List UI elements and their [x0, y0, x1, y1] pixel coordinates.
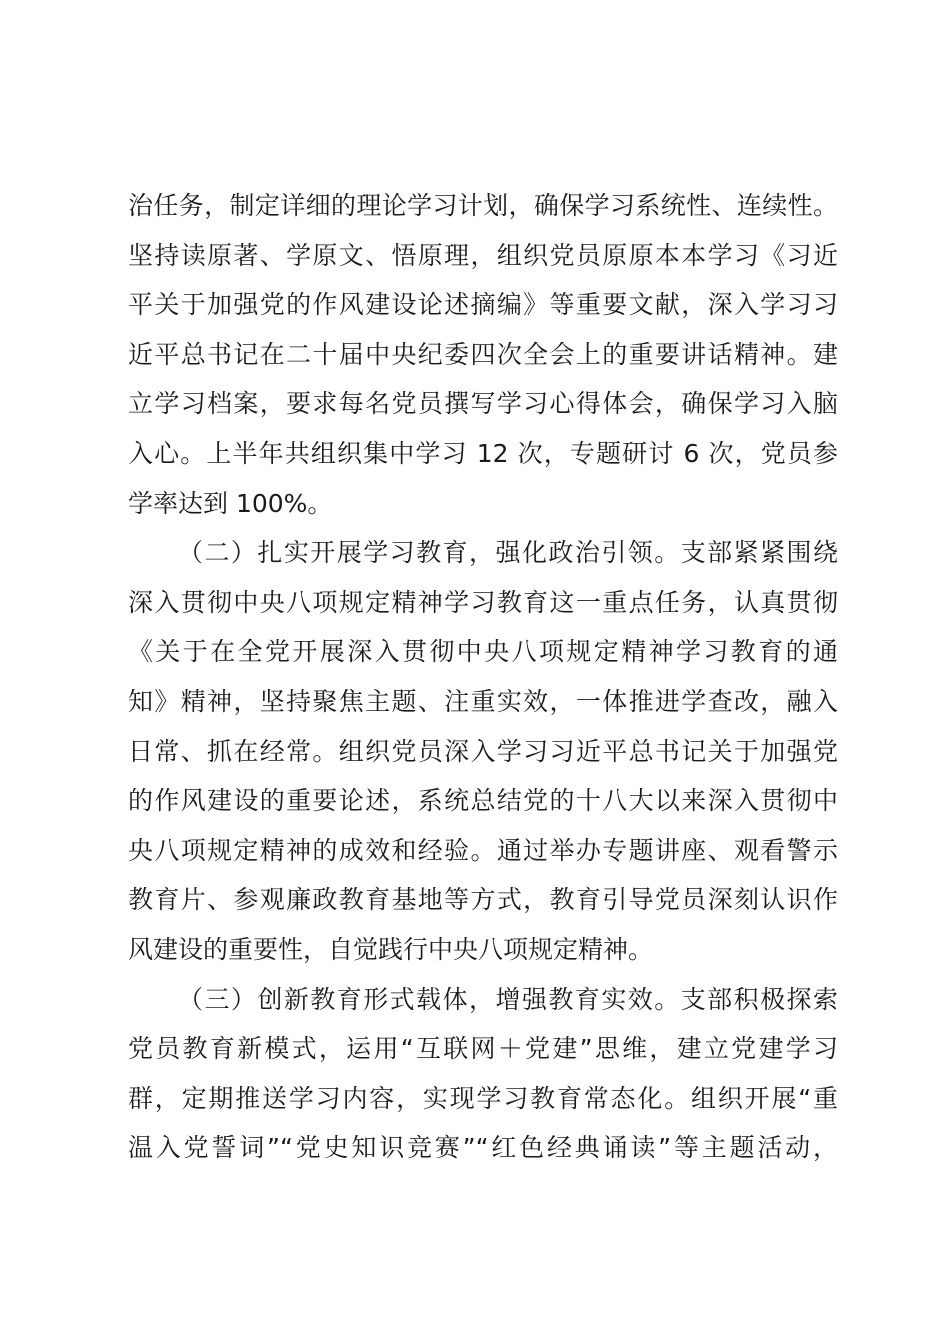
- paragraph-line: 党员教育新模式，运用“互联网＋党建”思维，建立党建学习: [128, 1034, 838, 1064]
- paragraph-line: 的作风建设的重要论述，系统总结党的十八大以来深入贯彻中: [128, 786, 838, 816]
- paragraph-line: 《关于在全党开展深入贯彻中央八项规定精神学习教育的通: [128, 637, 838, 667]
- paragraph-line: 治任务，制定详细的理论学习计划，确保学习系统性、连续性。: [128, 191, 838, 220]
- paragraph-line: 学率达到 100%。: [128, 488, 333, 518]
- paragraph-line: 央八项规定精神的成效和经验。通过举办专题讲座、观看警示: [128, 835, 838, 865]
- section-heading-line: （三）创新教育形式载体，增强教育实效。支部积极探索: [178, 984, 838, 1014]
- paragraph-line: 教育片、参观廉政教育基地等方式，教育引导党员深刻认识作: [128, 885, 838, 915]
- paragraph-line: 入心。上半年共组织集中学习 12 次，专题研讨 6 次，党员参: [128, 438, 838, 468]
- paragraph-line: 平关于加强党的作风建设论述摘编》等重要文献，深入学习习: [128, 290, 838, 320]
- paragraph-line: 深入贯彻中央八项规定精神学习教育这一重点任务，认真贯彻: [128, 587, 838, 617]
- document-body: [128, 181, 838, 1173]
- paragraph-line: 坚持读原著、学原文、悟原理，组织党员原原本本学习《习近: [128, 240, 838, 270]
- paragraph-line: 知》精神，坚持聚焦主题、注重实效，一体推进学查改，融入: [128, 686, 838, 716]
- paragraph-line: 温入党誓词”“党史知识竞赛”“红色经典诵读”等主题活动，: [128, 1133, 838, 1163]
- paragraph-line: 群，定期推送学习内容，实现学习教育常态化。组织开展“重: [128, 1083, 838, 1113]
- paragraph-line: 立学习档案，要求每名党员撰写学习心得体会，确保学习入脑: [128, 389, 838, 419]
- paragraph-line: 风建设的重要性，自觉践行中央八项规定精神。: [128, 934, 654, 964]
- paragraph-line: 日常、抓在经常。组织党员深入学习习近平总书记关于加强党: [128, 736, 838, 766]
- paragraph-line: 近平总书记在二十届中央纪委四次全会上的重要讲话精神。建: [128, 339, 838, 369]
- section-heading-line: （二）扎实开展学习教育，强化政治引领。支部紧紧围绕: [178, 538, 838, 568]
